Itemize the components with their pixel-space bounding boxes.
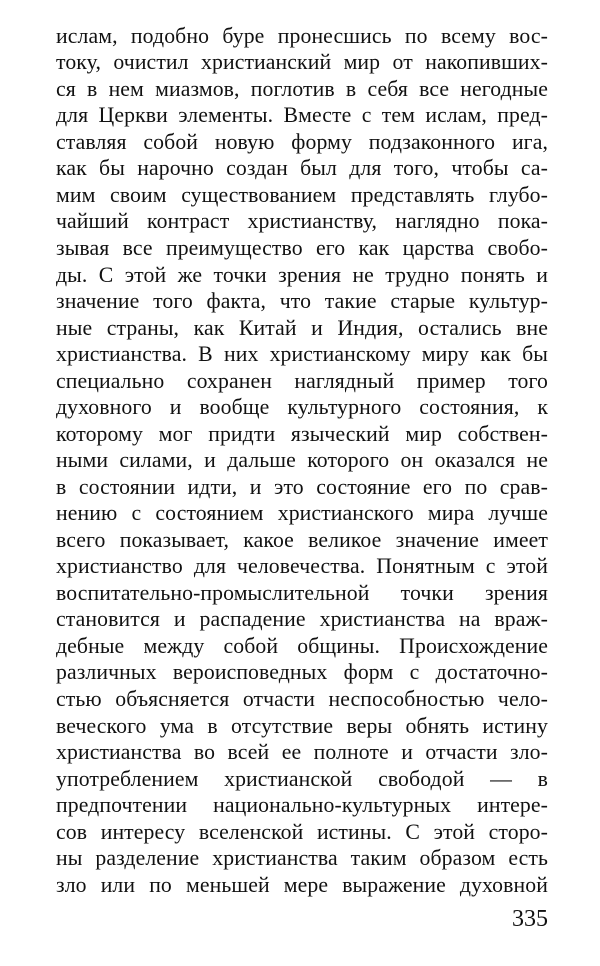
text-line: току, очистил христианский мир от накопивших- (56, 50, 548, 75)
text-line: христианство для человечества. Понятным с этой (56, 554, 548, 579)
page-body-text (56, 23, 548, 899)
text-line: воспитательно-промыслительной точки зрения (56, 580, 548, 605)
text-line: зывая все преимущество его как царства свобо- (56, 235, 548, 260)
text-line: ны разделение христианства таким образом есть (56, 846, 548, 871)
text-line: ислам, подобно буре пронесшись по всему вос- (56, 23, 548, 48)
text-line: ными силами, и дальше которого он оказался не (56, 448, 548, 473)
text-line: мим своим существованием представлять глубо- (56, 182, 548, 207)
text-line: всего показывает, какое великое значение имеет (56, 527, 548, 552)
text-line: зло или по меньшей мере выражение духовной (56, 872, 548, 897)
text-line: употреблением христианской свободой — в (56, 766, 548, 791)
text-line: специально сохранен наглядный пример того (56, 368, 548, 393)
text-line: ные страны, как Китай и Индия, остались вне (56, 315, 548, 340)
text-line: как бы нарочно создан был для того, чтобы са- (56, 156, 548, 181)
text-line: нению с состоянием христианского мира лучше (56, 501, 548, 526)
text-line: христианства во всей ее полноте и отчасти зло- (56, 740, 548, 765)
text-line: для Церкви элементы. Вместе с тем ислам, пред- (56, 103, 548, 128)
text-line: ставляя собой новую форму подзаконного ига, (56, 129, 548, 154)
page-number: 335 (512, 906, 548, 932)
text-line: дебные между собой общины. Происхождение (56, 633, 548, 658)
text-line: сов интересу вселенской истины. С этой сторо- (56, 819, 548, 844)
text-line: ся в нем миазмов, поглотив в себя все негодные (56, 76, 548, 101)
text-line: духовного и вообще культурного состояния, к (56, 395, 548, 420)
text-line: христианства. В них христианскому миру как бы (56, 342, 548, 367)
text-line: предпочтении национально-культурных интере- (56, 793, 548, 818)
text-line: ды. С этой же точки зрения не трудно понять и (56, 262, 548, 287)
text-line: в состоянии идти, и это состояние его по срав- (56, 474, 548, 499)
text-line: значение того факта, что такие старые культур- (56, 289, 548, 314)
text-line: веческого ума в отсутствие веры обнять истину (56, 713, 548, 738)
text-line: чайший контраст христианству, наглядно пока- (56, 209, 548, 234)
text-line: стью объясняется отчасти неспособностью чело- (56, 687, 548, 712)
text-line: становится и распадение христианства на враж- (56, 607, 548, 632)
text-line: различных вероисповедных форм с достаточно- (56, 660, 548, 685)
text-line: которому мог придти языческий мир собствен- (56, 421, 548, 446)
